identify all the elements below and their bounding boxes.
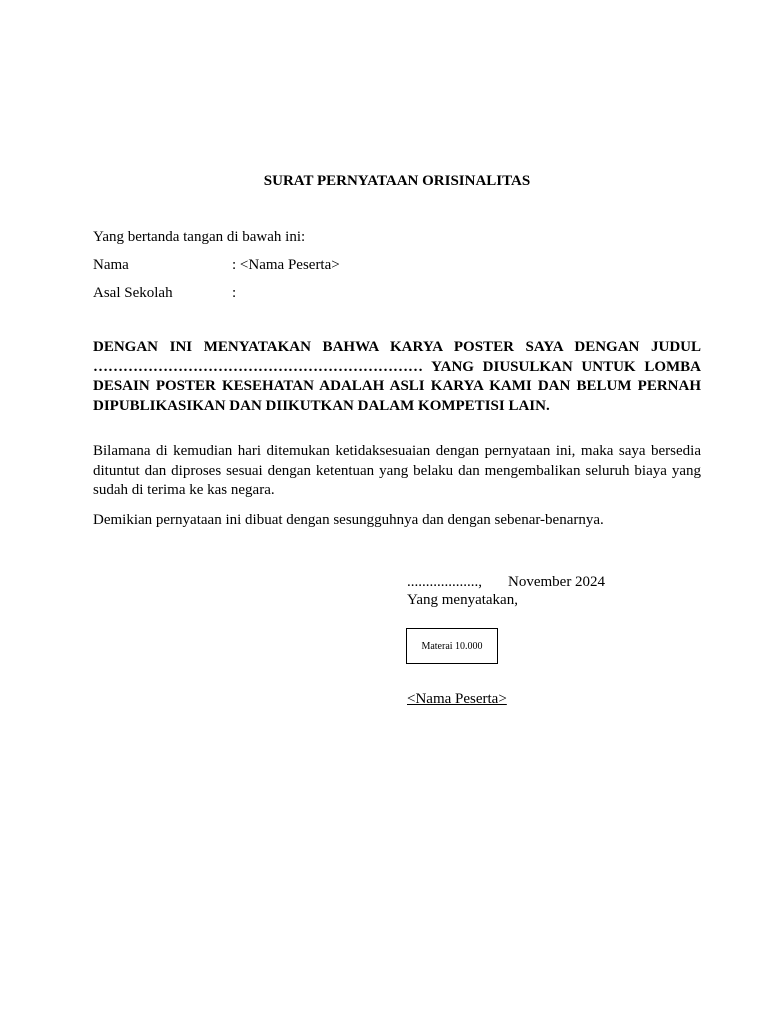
paragraph-closing: Demikian pernyataan ini dibuat dengan sesungguhnya dan dengan sebenar-benarnya. <box>93 512 604 528</box>
document-title: SURAT PERNYATAAN ORISINALITAS <box>263 173 531 189</box>
field-label-nama: Nama <box>93 257 129 273</box>
field-value-nama: : <Nama Peserta> <box>232 257 340 273</box>
signer-name: <Nama Peserta> <box>407 691 507 707</box>
declaration-text: DENGAN INI MENYATAKAN BAHWA KARYA POSTER SAYA DENGAN JUDUL ………………………………………………………… YANG DIUSULKAN UNTUK LOMBA DESAIN POSTER KESEHATAN ADALAH ASLI KARYA KAMI DAN BELUM PERNAH DIPUBLIKASIKAN DAN DIIKUTKAN DALAM KOMPETISI LAIN. <box>93 339 701 414</box>
signature-date: November 2024 <box>508 574 606 590</box>
field-value-asal-sekolah: : <box>232 285 237 301</box>
field-row-nama <box>93 256 701 274</box>
signature-closing: Yang menyatakan, <box>407 592 518 608</box>
field-row-asal-sekolah <box>93 284 701 302</box>
place-date <box>407 573 707 591</box>
paragraph-consequence: Bilamana di kemudian hari ditemukan ketidaksesuaian dengan pernyataan ini, maka saya bersedia dituntut dan diproses sesuai dengan ketentuan yang belaku dan mengembalikan seluruh biaya yang sudah di terima ke kas negara. <box>93 443 701 498</box>
materai-stamp-box <box>406 628 498 664</box>
intro-text: Yang bertanda tangan di bawah ini: <box>93 229 306 245</box>
field-label-asal-sekolah: Asal Sekolah <box>93 285 173 301</box>
place-placeholder: ..................., <box>407 574 482 590</box>
materai-stamp-label: Materai 10.000 <box>421 640 483 652</box>
signature-block <box>407 573 707 609</box>
